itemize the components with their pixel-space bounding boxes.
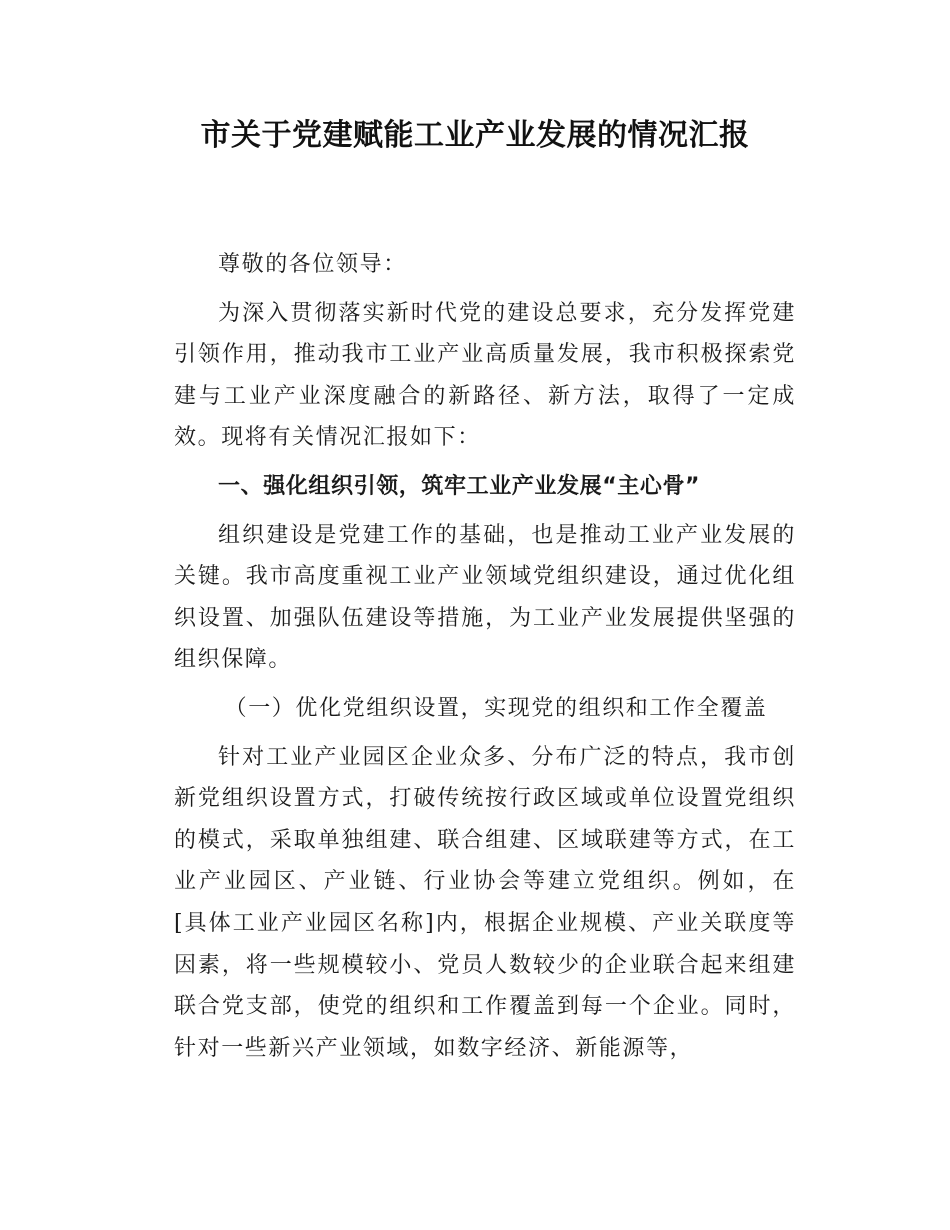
subsection-1-paragraph: 针对工业产业园区企业众多、分布广泛的特点，我市创新党组织设置方式，打破传统按行政区域或单位设置党组织的模式，采取单独组建、联合组建、区域联建等方式，在工业产业园区、产业链、行业协会等建立党组织。例如，在[具体工业产业园区名称]内，根据企业规模、产业关联度等因素，将一些规模较小、党员人数较少的企业联合起来组建联合党支部，使党的组织和工作覆盖到每一个企业。同时，针对一些新兴产业领域，如数字经济、新能源等， — [174, 744, 796, 1061]
salutation: 尊敬的各位领导： — [218, 252, 407, 277]
document-title: 市关于党建赋能工业产业发展的情况汇报 — [200, 118, 750, 153]
subsection-1-heading: （一）优化党组织设置，实现党的组织和工作全覆盖 — [224, 695, 768, 721]
document-body — [174, 244, 796, 1076]
section-1-paragraph: 组织建设是党建工作的基础，也是推动工业产业发展的关键。我市高度重视工业产业领域党组织建设，通过优化组织设置、加强队伍建设等措施，为工业产业发展提供坚强的组织保障。 — [174, 522, 796, 673]
intro-paragraph: 为深入贯彻落实新时代党的建设总要求，充分发挥党建引领作用，推动我市工业产业高质量发展，我市积极探索党建与工业产业深度融合的新路径、新方法，取得了一定成效。现将有关情况汇报如下： — [174, 300, 796, 451]
section-1-heading: 一、强化组织引领，筑牢工业产业发展“主心骨” — [218, 473, 701, 499]
